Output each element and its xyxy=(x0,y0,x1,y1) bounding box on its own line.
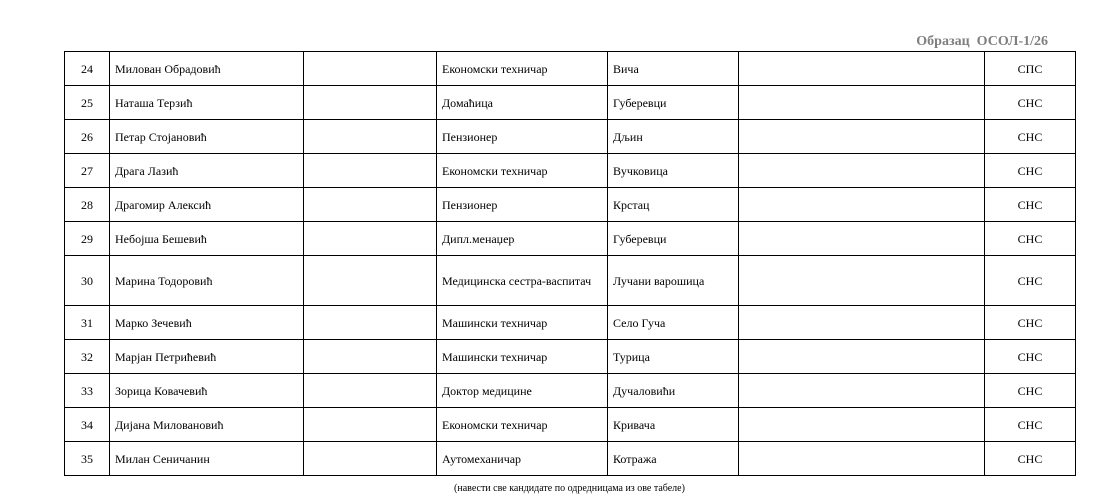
candidate-residence: Крстац xyxy=(608,188,739,222)
table-row xyxy=(65,340,1076,374)
empty-cell xyxy=(739,222,985,256)
candidate-name: Петар Стојановић xyxy=(110,120,304,154)
candidate-residence: Турица xyxy=(608,340,739,374)
empty-cell xyxy=(304,86,437,120)
table-row xyxy=(65,188,1076,222)
candidate-party: СНС xyxy=(985,222,1076,256)
candidate-name: Наташа Терзић xyxy=(110,86,304,120)
candidate-residence: Котража xyxy=(608,442,739,476)
table-footnote: (навести све кандидате по одредницама из ове табеле) xyxy=(454,483,685,494)
empty-cell xyxy=(304,188,437,222)
row-number: 30 xyxy=(65,256,110,306)
row-number: 31 xyxy=(65,306,110,340)
candidate-occupation: Пензионер xyxy=(437,188,608,222)
candidate-residence: Вича xyxy=(608,52,739,86)
candidate-occupation: Медицинска сестра-васпитач xyxy=(437,256,608,306)
candidate-party: СНС xyxy=(985,340,1076,374)
empty-cell xyxy=(739,154,985,188)
empty-cell xyxy=(304,374,437,408)
table-row xyxy=(65,120,1076,154)
candidate-party: СНС xyxy=(985,86,1076,120)
table-row xyxy=(65,306,1076,340)
candidate-party: СНС xyxy=(985,408,1076,442)
candidate-occupation: Доктор медицине xyxy=(437,374,608,408)
candidate-occupation: Економски техничар xyxy=(437,154,608,188)
candidate-residence: Дучаловићи xyxy=(608,374,739,408)
empty-cell xyxy=(304,442,437,476)
candidate-residence: Губеревци xyxy=(608,86,739,120)
candidate-occupation: Економски техничар xyxy=(437,408,608,442)
table-row xyxy=(65,52,1076,86)
candidate-occupation: Машински техничар xyxy=(437,306,608,340)
row-number: 26 xyxy=(65,120,110,154)
form-code: Образац ОСОЛ-1/26 xyxy=(916,34,1048,49)
candidate-party: СНС xyxy=(985,256,1076,306)
empty-cell xyxy=(739,188,985,222)
empty-cell xyxy=(304,222,437,256)
candidate-name: Небојша Бешевић xyxy=(110,222,304,256)
candidate-residence: Дљин xyxy=(608,120,739,154)
table-row xyxy=(65,86,1076,120)
candidate-residence: Лучани варошица xyxy=(608,256,739,306)
row-number: 27 xyxy=(65,154,110,188)
candidate-party: СНС xyxy=(985,154,1076,188)
empty-cell xyxy=(739,374,985,408)
candidate-party: СПС xyxy=(985,52,1076,86)
candidate-name: Милан Сеничанин xyxy=(110,442,304,476)
row-number: 24 xyxy=(65,52,110,86)
candidate-occupation: Дипл.менаџер xyxy=(437,222,608,256)
row-number: 32 xyxy=(65,340,110,374)
candidate-name: Марко Зечевић xyxy=(110,306,304,340)
candidate-residence: Вучковица xyxy=(608,154,739,188)
empty-cell xyxy=(304,154,437,188)
candidate-party: СНС xyxy=(985,120,1076,154)
candidate-party: СНС xyxy=(985,374,1076,408)
candidates-table xyxy=(64,51,1076,476)
empty-cell xyxy=(739,340,985,374)
empty-cell xyxy=(739,306,985,340)
candidate-name: Драгомир Алексић xyxy=(110,188,304,222)
candidate-name: Драга Лазић xyxy=(110,154,304,188)
empty-cell xyxy=(304,256,437,306)
row-number: 29 xyxy=(65,222,110,256)
table-row xyxy=(65,442,1076,476)
candidate-name: Марјан Петрићевић xyxy=(110,340,304,374)
row-number: 34 xyxy=(65,408,110,442)
table-row xyxy=(65,408,1076,442)
candidate-occupation: Домаћица xyxy=(437,86,608,120)
candidate-party: СНС xyxy=(985,306,1076,340)
candidate-name: Дијана Миловановић xyxy=(110,408,304,442)
empty-cell xyxy=(304,52,437,86)
table-row xyxy=(65,374,1076,408)
candidate-name: Милован Обрадовић xyxy=(110,52,304,86)
table-row xyxy=(65,256,1076,306)
candidate-name: Зорица Ковачевић xyxy=(110,374,304,408)
row-number: 33 xyxy=(65,374,110,408)
empty-cell xyxy=(739,52,985,86)
empty-cell xyxy=(739,408,985,442)
candidate-occupation: Аутомеханичар xyxy=(437,442,608,476)
table-row xyxy=(65,222,1076,256)
row-number: 28 xyxy=(65,188,110,222)
candidate-name: Марина Тодоровић xyxy=(110,256,304,306)
candidate-occupation: Пензионер xyxy=(437,120,608,154)
empty-cell xyxy=(304,306,437,340)
empty-cell xyxy=(739,256,985,306)
candidate-residence: Губеревци xyxy=(608,222,739,256)
empty-cell xyxy=(739,86,985,120)
candidate-occupation: Економски техничар xyxy=(437,52,608,86)
empty-cell xyxy=(304,340,437,374)
row-number: 35 xyxy=(65,442,110,476)
candidate-occupation: Машински техничар xyxy=(437,340,608,374)
row-number: 25 xyxy=(65,86,110,120)
candidate-party: СНС xyxy=(985,188,1076,222)
empty-cell xyxy=(739,120,985,154)
candidate-residence: Село Гуча xyxy=(608,306,739,340)
empty-cell xyxy=(304,408,437,442)
table-row xyxy=(65,154,1076,188)
empty-cell xyxy=(739,442,985,476)
candidate-residence: Кривача xyxy=(608,408,739,442)
empty-cell xyxy=(304,120,437,154)
candidate-party: СНС xyxy=(985,442,1076,476)
